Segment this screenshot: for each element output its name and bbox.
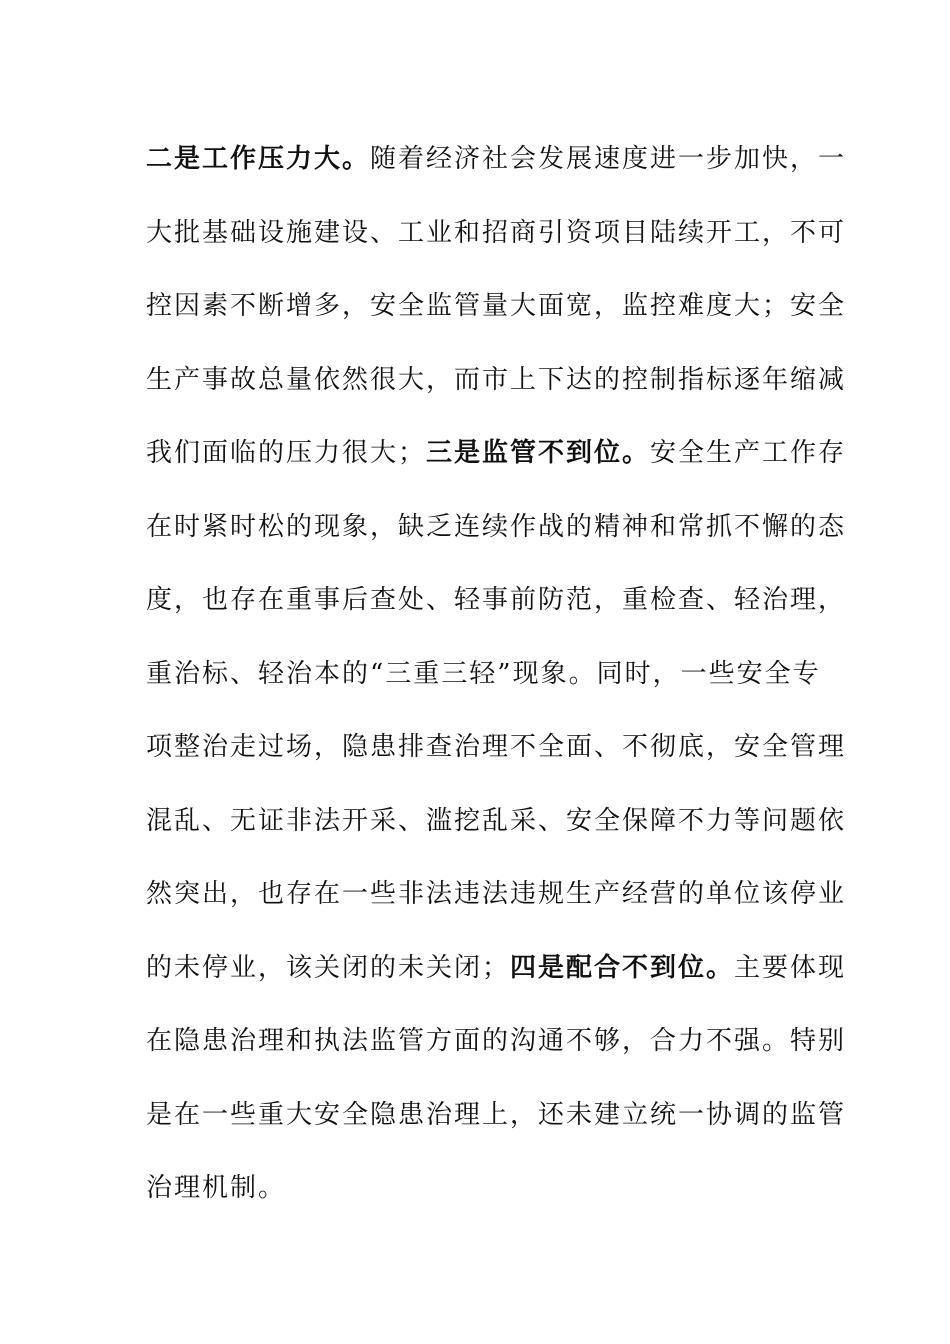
paragraph-line [146, 204, 847, 278]
body-text: 重治标、轻治本的“三重三轻”现象。同时，一些安全专 [146, 658, 821, 689]
body-text: 在隐患治理和执法监管方面的沟通不够，合力不强。特别 [146, 1026, 847, 1056]
body-text: 然突出，也存在一些非法违法违规生产经营的单位该停业 [146, 879, 847, 909]
body-text: 随着经济社会发展速度进一步加快，一 [370, 144, 847, 174]
paragraph-line [146, 1012, 847, 1086]
body-text: 安全生产工作存 [650, 438, 847, 468]
body-text: 是在一些重大安全隐患治理上，还未建立统一协调的监管 [146, 1099, 847, 1130]
body-text: 项整治走过场，隐患排查治理不全面、不彻底，安全管理 [146, 732, 847, 762]
paragraph-line [146, 424, 847, 498]
body-text: 主要体现 [734, 952, 847, 983]
paragraph-line [146, 718, 847, 792]
body-text: 治理机制。 [146, 1173, 287, 1203]
paragraph-line [146, 1086, 847, 1160]
paragraph-line [146, 645, 821, 719]
paragraph-line [146, 351, 847, 425]
body-text: 度，也存在重事后查处、轻事前防范，重检查、轻治理， [146, 585, 847, 615]
paragraph-line [146, 939, 847, 1013]
paragraph-line [146, 498, 847, 572]
paragraph-line [146, 130, 847, 204]
paragraph-line [146, 1159, 818, 1233]
bold-heading-text: 四是配合不到位。 [510, 952, 735, 983]
bold-heading-text: 三是监管不到位。 [426, 438, 651, 468]
paragraph-line [146, 277, 847, 351]
body-text: 我们面临的压力很大； [146, 438, 427, 468]
body-text: 的未停业，该关闭的未关闭； [146, 952, 511, 983]
bold-heading-text: 二是工作压力大。 [146, 144, 371, 174]
paragraph-line [146, 865, 847, 939]
body-text: 大批基础设施建设、工业和招商引资项目陆续开工，不可 [146, 217, 847, 248]
paragraph-line [146, 792, 847, 866]
body-text: 混乱、无证非法开采、滥挖乱采、安全保障不力等问题依 [146, 805, 847, 836]
paragraph-line [146, 571, 847, 645]
document-body [146, 130, 847, 1233]
body-text: 生产事故总量依然很大，而市上下达的控制指标逐年缩减 [146, 364, 847, 395]
body-text: 控因素不断增多，安全监管量大面宽，监控难度大；安全 [146, 291, 847, 321]
body-text: 在时紧时松的现象，缺乏连续作战的精神和常抓不懈的态 [146, 511, 847, 542]
